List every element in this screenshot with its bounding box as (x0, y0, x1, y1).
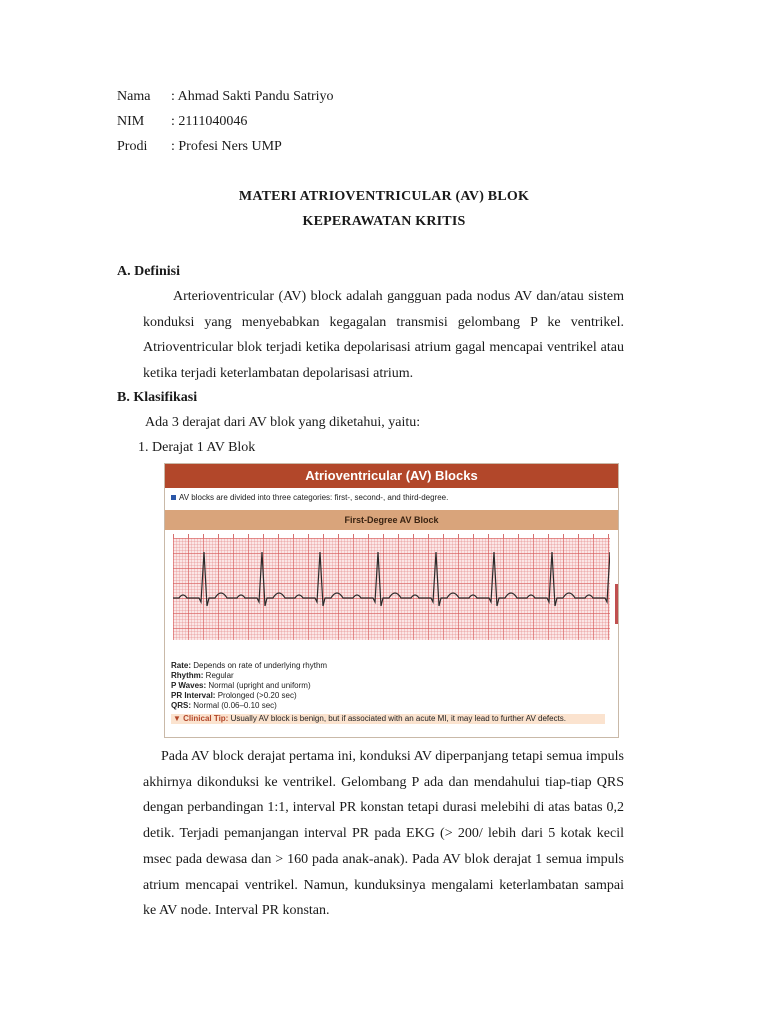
figure-facts (171, 661, 327, 711)
figure-header: Atrioventricular (AV) Blocks (165, 464, 618, 488)
clinical-tip: ▼ Clinical Tip: Usually AV block is benign, but if associated with an acute MI, it may lead to further AV defects. (171, 714, 605, 724)
fact-rate: Rate: Depends on rate of underlying rhythm (171, 661, 328, 670)
triangle-down-icon: ▼ (173, 714, 181, 723)
document-subtitle: KEPERAWATAN KRITIS (302, 214, 466, 229)
identity-nim-row (117, 113, 247, 131)
document-title: MATERI ATRIOVENTRICULAR (AV) BLOK (238, 189, 530, 204)
fact-rhythm: Rhythm: Regular (171, 671, 234, 680)
identity-value: : Ahmad Sakti Pandu Satriyo (171, 89, 334, 104)
figure-note-text: AV blocks are divided into three categories: first-, second-, and third-degree. (179, 493, 449, 502)
identity-name-row (117, 88, 334, 106)
identity-prodi-row (117, 138, 282, 156)
paragraph-first-degree (143, 744, 624, 924)
figure-edge-marker (615, 584, 618, 624)
fact-pr-interval: PR Interval: Prolonged (>0.20 sec) (171, 691, 297, 700)
identity-value: : 2111040046 (171, 114, 248, 129)
list-item-derajat-1: 1. Derajat 1 AV Blok (138, 440, 256, 455)
section-b-intro: Ada 3 derajat dari AV blok yang diketahui, yaitu: (145, 415, 421, 430)
ecg-trace (173, 538, 610, 640)
identity-label: Prodi (117, 139, 148, 154)
identity-label: NIM (117, 114, 145, 129)
figure-band-title: First-Degree AV Block (165, 510, 618, 530)
identity-value: : Profesi Ners UMP (171, 139, 282, 154)
paragraph-first-degree-text: Pada AV block derajat pertama ini, konduksi AV diperpanjang tetapi semua impuls akhirnya dikonduksi ke ventrikel. Gelombang P ada dan mendahului tiap-tiap QRS dengan perbandingan 1:1, interval PR konstan tetapi durasi melebihi di atas batas 0,2 detik. Terjadi pemanjangan interval PR pada EKG (> 200/ lebih dari 5 kotak kecil msec pada dewasa dan > 160 pada anak-anak). Pada AV blok derajat 1 semua impuls atrium mencapai ventrikel. Namun, kunduksinya mengalami keterlambatan sampai ke AV node. Interval PR konstan. (143, 749, 624, 919)
section-a-text: Arterioventricular (AV) block adalah gangguan pada nodus AV dan/atau sistem konduksi yang menyebabkan kegagalan transmisi gelombang P ke ventrikel. Atrioventricular blok terjadi ketika depolarisasi atrium gagal mencapai ventrikel atau ketika terjadi keterlambatan depolarisasi atrium. (143, 289, 624, 382)
fact-qrs: QRS: Normal (0.06–0.10 sec) (171, 701, 277, 710)
ecg-strip (173, 538, 610, 640)
figure-note (171, 493, 448, 502)
section-a-paragraph (143, 284, 624, 387)
section-a-heading: A. Definisi (117, 264, 180, 279)
identity-label: Nama (117, 89, 151, 104)
section-b-heading: B. Klasifikasi (117, 390, 198, 405)
ecg-figure (164, 463, 619, 738)
bullet-square-icon (171, 495, 176, 500)
fact-p-waves: P Waves: Normal (upright and uniform) (171, 681, 311, 690)
